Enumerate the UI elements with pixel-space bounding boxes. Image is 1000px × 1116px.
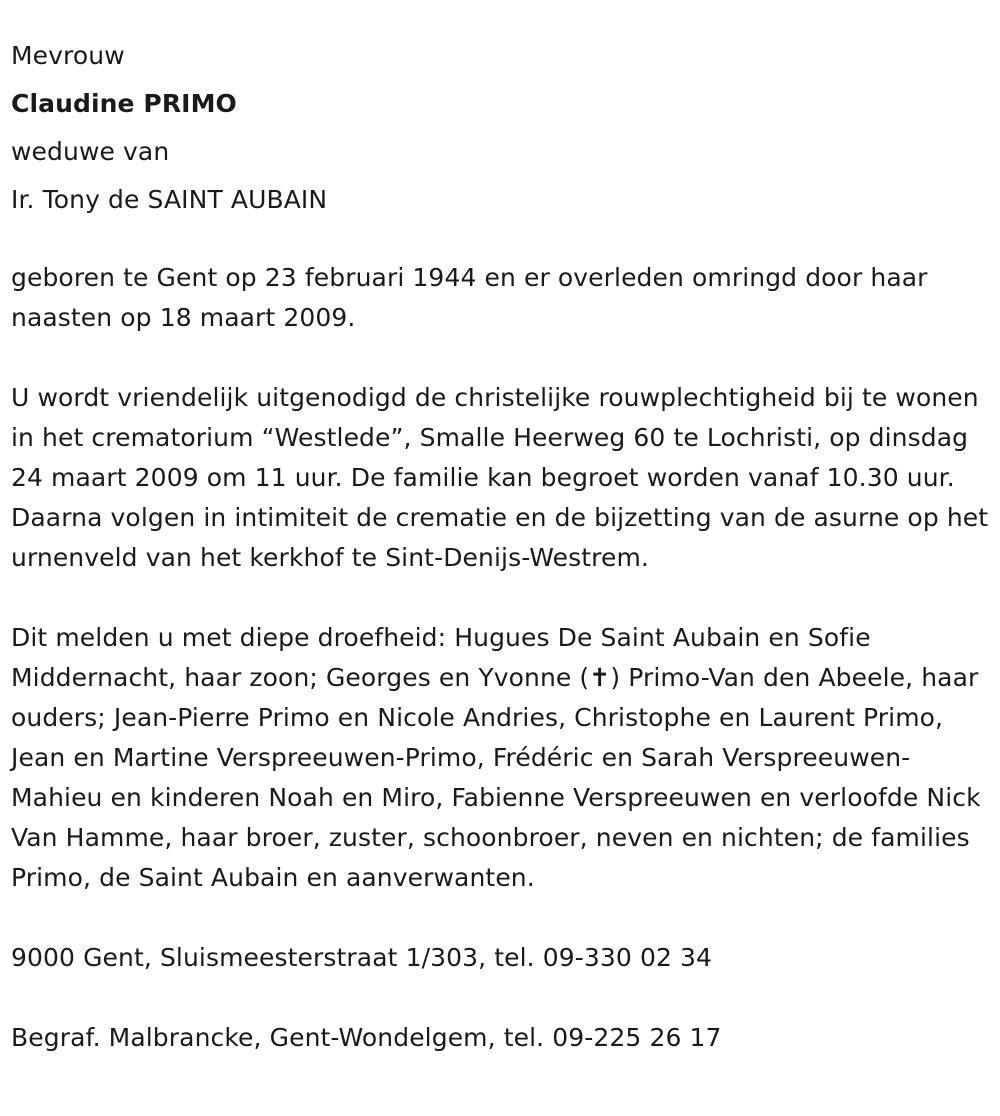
spouse-name: Ir. Tony de SAINT AUBAIN <box>11 185 328 214</box>
funeral-home-line: Begraf. Malbrancke, Gent-Wondelgem, tel. 09-225 26 17 <box>11 1023 722 1052</box>
spacer <box>11 978 996 1018</box>
spacer <box>11 898 996 938</box>
honorific: Mevrouw <box>11 41 125 70</box>
spacer <box>11 578 996 618</box>
family-paragraph: Dit melden u met diepe droefheid: Hugues De Saint Aubain en Sofie Middernacht, haar zoon; Georges en Yvonne (✝) Primo-Van den Abeele, haar ouders; Jean-Pierre Primo en Nicole Andries, Christophe en Laurent Primo, Jean en Martine Verspreeuwen-Primo, Frédéric en Sarah Verspreeuwen-Mahieu en kinderen Noah en Miro, Fabienne Verspreeuwen en verloofde Nick Van Hamme, haar broer, zuster, schoonbroer, neven en nichten; de families Primo, de Saint Aubain en aanverwanten. <box>11 623 981 892</box>
ceremony-paragraph: U wordt vriendelijk uitgenodigd de christelijke rouwplechtigheid bij te wonen in het crematorium “Westlede”, Smalle Heerweg 60 te Lochristi, op dinsdag 24 maart 2009 om 11 uur. De familie kan begroet worden vanaf 10.30 uur. Daarna volgen in intimiteit de crematie en de bijzetting van de asurne op het urnenveld van het kerkhof te Sint-Denijs-Westrem. <box>11 383 989 572</box>
relation-label: weduwe van <box>11 137 170 166</box>
address-line: 9000 Gent, Sluismeesterstraat 1/303, tel. 09-330 02 34 <box>11 943 713 972</box>
spacer <box>11 338 996 378</box>
birth-death-paragraph: geboren te Gent op 23 februari 1944 en er overleden omringd door haar naasten op 18 maart 2009. <box>11 263 928 332</box>
spacer <box>11 228 996 258</box>
deceased-name: Claudine PRIMO <box>11 89 237 118</box>
obituary-notice <box>11 36 996 1058</box>
